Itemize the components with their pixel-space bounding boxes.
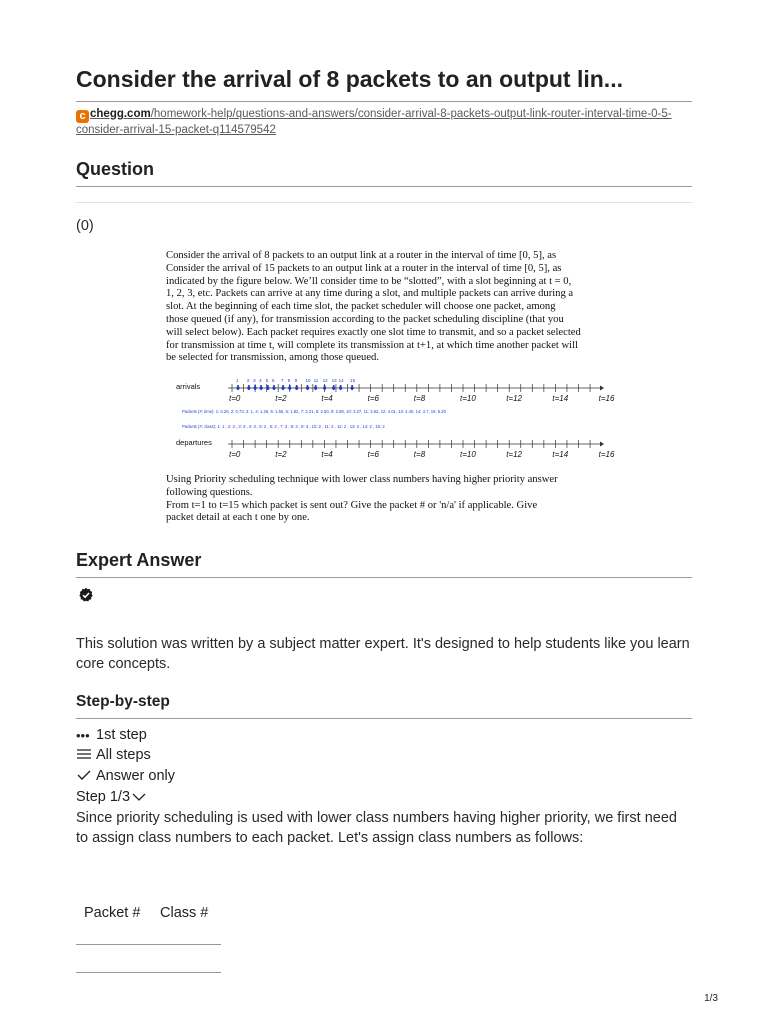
packet-number-label: 1 xyxy=(236,378,239,383)
step-text: Since priority scheduling is used with lower class numbers having higher priority, we first need to assign class numbers to each packet. Let's assign class numbers as follows: xyxy=(76,810,677,846)
table-header-packet: Packet # xyxy=(84,905,141,921)
arrival-dot xyxy=(332,386,335,389)
arrivals-time-label: t=16 xyxy=(598,394,615,403)
question-heading: Question xyxy=(76,159,155,179)
list-icon xyxy=(76,748,96,763)
arrival-dot xyxy=(254,386,257,389)
arrivals-time-label: t=8 xyxy=(413,394,426,403)
packets-class-line: Packets (#; class): 1: 1 , 2: 3 , 3: 3 , 4: 3 , 5: 2 , 6: 2 , 7: 3 , 8: 3 , 9: 3 , 10: 2 , 11: 2 , 12: 2 , 13: 2 , 14: 2 , 15: 2 xyxy=(182,424,385,429)
step-selector-label: Step 1/3 xyxy=(76,789,131,805)
arrival-dot xyxy=(314,386,317,389)
packet-number-label: 5 xyxy=(265,378,269,383)
packet-number-label: 15 xyxy=(350,378,356,383)
packet-number-label: 2 xyxy=(246,378,250,383)
departures-time-label: t=6 xyxy=(367,450,379,459)
step-divider xyxy=(76,718,692,719)
figure-question-text: Consider the arrival of 8 packets to an output link at a router in the interval of time [0, 5], as Consider the arrival of 15 packets to an output link at a router in the interval of time [0, 5], as indicated by the figure below. We’ll consider time to be “slotted”, with a slot beginning at t = 0, 1, 2, 3, etc. Packets can arrive at any time during a slot, and multiple packets can arrive during a slot. At the beginning of each time slot, the packet scheduler will choose one packet, among those queued (if any), for transmission according to the packet scheduling discipline (that you will select below). Each packet requires exactly one slot time to transmit, and so a packet selected for transmission at time t, will complete its transmission at t+1, at which time another packet will be selected for transmission, among those queued. xyxy=(166,250,581,364)
page-indicator: 1/3 xyxy=(704,993,718,1004)
option-answer-only-label: Answer only xyxy=(96,768,175,784)
expert-answer-divider xyxy=(76,577,692,578)
arrivals-label: arrivals xyxy=(176,382,201,391)
packet-number-label: 7 xyxy=(281,378,284,383)
chegg-logo-icon: c xyxy=(76,110,89,123)
arrival-dot xyxy=(281,386,284,389)
departures-time-label: t=0 xyxy=(229,450,241,459)
departures-time-label: t=16 xyxy=(598,450,615,459)
packet-number-label: 3 xyxy=(253,378,256,383)
arrival-dot xyxy=(288,386,291,389)
table-row-divider xyxy=(76,972,221,973)
arrival-dot xyxy=(306,386,309,389)
expert-note: This solution was written by a subject matter expert. It's designed to help students like you learn core concepts. xyxy=(76,636,690,672)
page-title: Consider the arrival of 8 packets to an output lin... xyxy=(76,66,623,92)
packet-number-label: 4 xyxy=(259,378,262,383)
arrivals-axis-arrow xyxy=(600,386,604,391)
step-selector[interactable] xyxy=(76,789,146,805)
departures-label: departures xyxy=(176,438,212,447)
packet-number-label: 8 xyxy=(287,378,291,383)
arrival-dot xyxy=(260,386,263,389)
departures-time-label: t=14 xyxy=(552,450,569,459)
step-by-step-heading: Step-by-step xyxy=(76,693,170,710)
source-path: /homework-help/questions-and-answers/consider-arrival-8-packets-output-link-router-interval-time-0-5-consider-arrival-15-packet-q114579542 xyxy=(76,108,672,136)
departures-time-label: t=4 xyxy=(321,450,333,459)
source-url[interactable] xyxy=(76,108,672,136)
arrivals-time-label: t=10 xyxy=(460,394,476,403)
arrivals-time-label: t=12 xyxy=(506,394,522,403)
option-all-steps[interactable] xyxy=(76,747,151,763)
packet-number-label: 10 xyxy=(305,378,311,383)
packet-number-label: 14 xyxy=(338,378,344,383)
arrival-dot xyxy=(351,386,354,389)
departures-time-label: t=12 xyxy=(506,450,522,459)
source-domain: chegg.com xyxy=(90,108,151,120)
title-divider xyxy=(76,101,692,102)
packet-number-label: 9 xyxy=(294,378,298,383)
question-figure xyxy=(166,250,615,535)
packet-number-label: 6 xyxy=(272,378,275,383)
arrival-dot xyxy=(236,386,239,389)
arrivals-time-label: t=6 xyxy=(367,394,379,403)
arrival-dot xyxy=(339,386,342,389)
packets-time-line: Packets (#; time): 1: 0.26, 2: 0.73, 3: 1, 4: 1.26, 5: 1.55, 6: 1.82, 7: 2.21, 8: 2.50, 9: 2.80, 10: 3.27, 11: 3.62, 12: 4.01, 13: 4.40, 14: 4.7, 15: 5.20 xyxy=(182,409,446,414)
departures-axis-arrow xyxy=(600,442,604,447)
option-first-step-label: 1st step xyxy=(96,727,147,743)
arrivals-time-label: t=14 xyxy=(552,394,569,403)
arrival-dot xyxy=(247,386,250,389)
figure-instructions: Using Priority scheduling technique with lower class numbers having higher priority answer following questions. From t=1 to t=15 which packet is sent out? Give the packet # or 'n/a' if applicable. Give packet detail at each t one by one. xyxy=(166,474,558,524)
arrival-dot xyxy=(272,386,275,389)
departures-time-label: t=10 xyxy=(460,450,476,459)
chevron-down-icon xyxy=(132,792,146,802)
check-icon xyxy=(76,769,96,784)
arrivals-time-label: t=4 xyxy=(321,394,333,403)
verified-badge-icon xyxy=(78,587,94,603)
departures-time-label: t=2 xyxy=(275,450,287,459)
timeline-diagram xyxy=(166,368,615,468)
packet-number-label: 11 xyxy=(313,378,319,383)
arrival-dot xyxy=(323,386,326,389)
option-answer-only[interactable] xyxy=(76,768,175,784)
table-row-divider xyxy=(76,944,221,945)
arrivals-time-label: t=2 xyxy=(275,394,287,403)
source-link[interactable] xyxy=(76,107,692,138)
question-subdivider xyxy=(76,202,692,203)
option-first-step[interactable] xyxy=(76,727,147,743)
table-header-class: Class # xyxy=(160,905,209,921)
departures-time-label: t=8 xyxy=(413,450,426,459)
option-all-steps-label: All steps xyxy=(96,747,151,763)
expert-answer-heading: Expert Answer xyxy=(76,550,202,570)
vote-count[interactable]: (0) xyxy=(76,218,94,234)
packet-number-label: 13 xyxy=(331,378,337,383)
arrivals-time-label: t=0 xyxy=(229,394,241,403)
packet-number-label: 12 xyxy=(322,378,328,383)
arrival-dot xyxy=(266,386,269,389)
dots-icon: ••• xyxy=(76,727,90,743)
question-divider xyxy=(76,186,692,187)
arrival-dot xyxy=(295,386,298,389)
